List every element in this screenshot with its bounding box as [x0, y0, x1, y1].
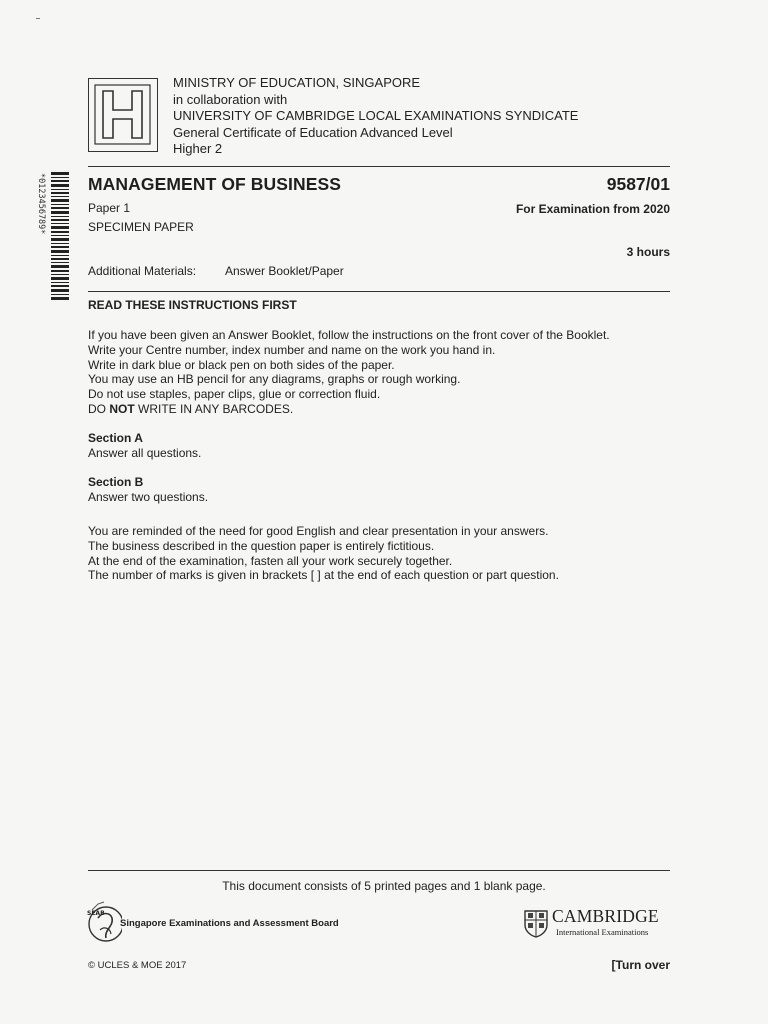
- instruction-line: You may use an HB pencil for any diagrams, graphs or rough working.: [88, 372, 461, 387]
- instructions-divider: [88, 291, 670, 292]
- header-line-ministry: MINISTRY OF EDUCATION, SINGAPORE: [173, 75, 421, 90]
- duration: 3 hours: [626, 245, 670, 259]
- barcode-icon: [51, 172, 69, 300]
- header-divider: [88, 166, 670, 167]
- instruction-line: Do not use staples, paper clips, glue or correction fluid.: [88, 387, 381, 402]
- section-a: [88, 431, 201, 461]
- section-a-title: Section A: [88, 431, 143, 445]
- general-instructions: [88, 328, 610, 417]
- cambridge-crest-icon: [524, 910, 548, 938]
- cambridge-wordmark: CAMBRIDGE: [552, 906, 659, 926]
- header-line-ucles: UNIVERSITY OF CAMBRIDGE LOCAL EXAMINATIONS SYNDICATE: [173, 108, 579, 123]
- barcode-number: *0123456789*: [35, 173, 46, 235]
- seab-mark-text: SEAB: [87, 910, 105, 917]
- turn-over-note: [Turn over: [611, 958, 670, 972]
- page-count-note: This document consists of 5 printed pages and 1 blank page.: [222, 879, 546, 893]
- emphasis-not: NOT: [109, 401, 135, 416]
- header-line-collaboration: in collaboration with: [173, 91, 288, 107]
- section-a-text: Answer all questions.: [88, 445, 202, 460]
- closing-line: The number of marks is given in brackets [ ] at the end of each question or part question.: [88, 568, 559, 583]
- footer-divider: [88, 870, 670, 871]
- cambridge-subtitle: International Examinations: [556, 927, 649, 937]
- instruction-line: Write your Centre number, index number and name on the work you hand in.: [88, 342, 496, 357]
- barcode-digits: [34, 173, 46, 238]
- syllabus-code: 9587/01: [606, 174, 670, 194]
- seab-name: Singapore Examinations and Assessment Board: [120, 918, 339, 929]
- subject-title: MANAGEMENT OF BUSINESS: [88, 174, 342, 194]
- header-line-level: Higher 2: [173, 141, 223, 156]
- copyright: © UCLES & MOE 2017: [88, 960, 187, 971]
- seab-logo-icon: [84, 896, 122, 948]
- closing-instructions: [88, 524, 559, 583]
- instructions-heading: READ THESE INSTRUCTIONS FIRST: [88, 298, 297, 312]
- section-b-title: Section B: [88, 475, 144, 489]
- issuing-bodies: [173, 75, 578, 158]
- examination-year: For Examination from 2020: [515, 202, 670, 216]
- section-b: [88, 475, 208, 505]
- paper-number: Paper 1: [88, 201, 131, 215]
- instruction-line: Write in dark blue or black pen on both sides of the paper.: [88, 357, 395, 372]
- letter-h-icon: [89, 79, 156, 150]
- header-line-certificate: General Certificate of Education Advanced Level: [173, 124, 453, 140]
- materials-value: Answer Booklet/Paper: [225, 264, 344, 278]
- closing-line: The business described in the question paper is entirely fictitious.: [88, 538, 435, 553]
- closing-line: You are reminded of the need for good English and clear presentation in your answers.: [88, 524, 549, 538]
- higher-level-logo: [88, 78, 158, 152]
- scan-mark: [36, 18, 40, 19]
- section-b-text: Answer two questions.: [88, 489, 209, 504]
- instruction-line-barcodes: DO NOT WRITE IN ANY BARCODES.: [88, 401, 294, 416]
- instruction-line: If you have been given an Answer Booklet, follow the instructions on the front cover of the Booklet.: [88, 328, 610, 342]
- closing-line: At the end of the examination, fasten all your work securely together.: [88, 553, 453, 568]
- specimen-label: SPECIMEN PAPER: [88, 220, 194, 234]
- materials-label: Additional Materials:: [88, 264, 197, 278]
